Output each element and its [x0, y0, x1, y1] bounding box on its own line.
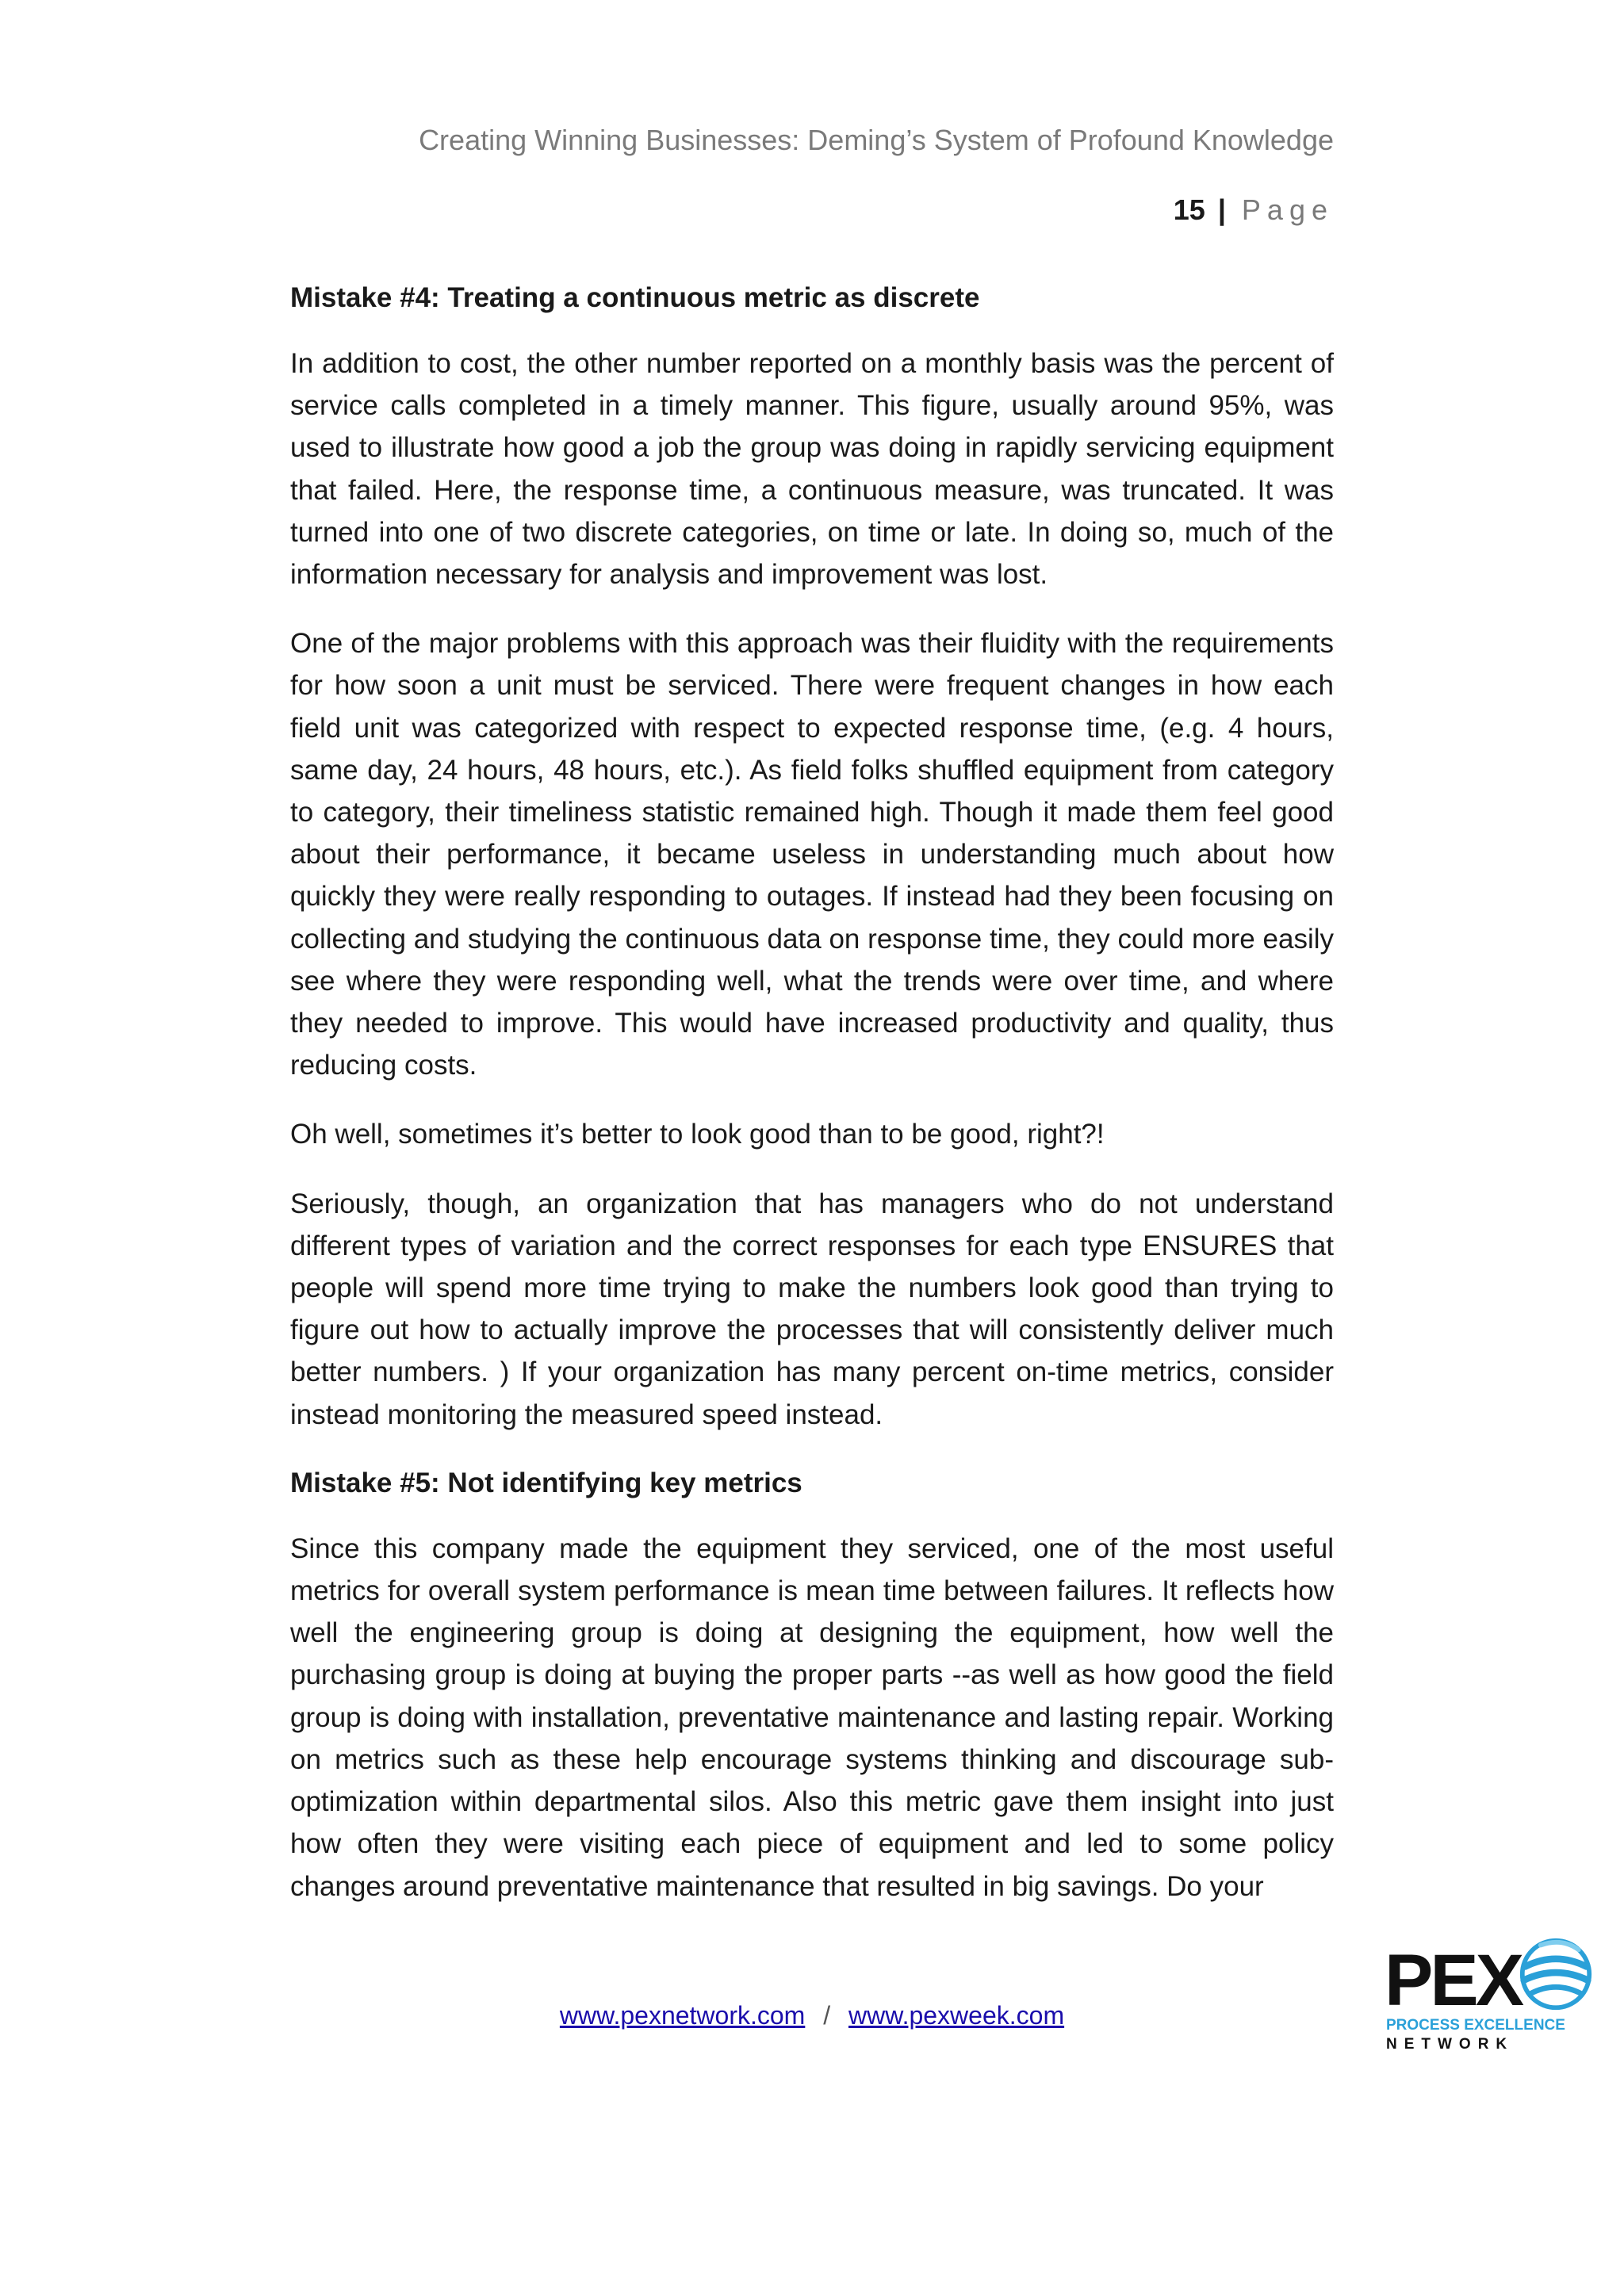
footer-separator: / [823, 2001, 831, 2030]
pexweek-link[interactable]: www.pexweek.com [848, 2001, 1065, 2030]
running-title: Creating Winning Businesses: Deming’s System of Profound Knowledge [419, 124, 1334, 156]
paragraph: In addition to cost, the other number reported on a monthly basis was the percent of service calls completed in a timely manner. This figure, usually around 95%, was used to illustrate how good a job the group was doing in rapidly servicing equipment that failed. Here, the response time, a continuous measure, was truncated. It was turned into one of two discrete categories, on time or late. In doing so, much of the information necessary for analysis and improvement was lost. [290, 348, 1334, 591]
section-mistake-4 [290, 277, 1334, 1436]
logo-wordmark: PEX [1385, 1940, 1522, 2021]
page-number-value: 15 [1173, 193, 1205, 226]
logo-tagline: PROCESS EXCELLENCE [1386, 2017, 1565, 2034]
globe-icon [1518, 1936, 1594, 2012]
body-content [290, 277, 1334, 1934]
logo-network: NETWORK [1386, 2036, 1515, 2053]
section-heading: Mistake #4: Treating a continuous metric as discrete [290, 282, 980, 313]
page-number-label: Page [1241, 193, 1334, 226]
page-number-separator: | [1217, 193, 1226, 226]
section-heading: Mistake #5: Not identifying key metrics [290, 1467, 802, 1498]
pex-logo [1385, 1933, 1591, 2052]
pexnetwork-link[interactable]: www.pexnetwork.com [559, 2001, 806, 2030]
page-number [1174, 193, 1334, 227]
paragraph: One of the major problems with this approach was their fluidity with the requirements for how soon a unit must be serviced. There were frequent changes in how each field unit was categorized with respect to expected response time, (e.g. 4 hours, same day, 24 hours, 48 hours, etc.). As field folks shuffled equipment from category to category, their timeliness statistic remained high. Though it made them feel good about their performance, it became useless in understanding much about how quickly they were really responding to outages. If instead had they been focusing on collecting and studying the continuous data on response time, they could more easily see where they were responding well, what the trends were over time, and where they needed to improve. This would have increased productivity and quality, thus reducing costs. [290, 628, 1334, 1081]
paragraph: Seriously, though, an organization that has managers who do not understand different types of variation and the correct responses for each type ENSURES that people will spend more time trying to make the numbers look good than trying to figure out how to actually improve the processes that will consistently deliver much better numbers. ) If your organization has many percent on-time metrics, consider instead monitoring the measured speed instead. [290, 1188, 1334, 1430]
section-mistake-5 [290, 1463, 1334, 1908]
footer-links [0, 2001, 1624, 2030]
paragraph: Oh well, sometimes it’s better to look good than to be good, right?! [290, 1119, 1105, 1150]
paragraph: Since this company made the equipment they serviced, one of the most useful metrics for overall system performance is mean time between failures. It reflects how well the engineering group is doing at designing the equipment, how well the purchasing group is doing at buying the proper parts --as well as how good the field group is doing with installation, preventative maintenance and lasting repair. Working on metrics such as these help encourage systems thinking and discourage sub-optimization within departmental silos. Also this metric gave them insight into just how often they were visiting each piece of equipment and led to some policy changes around preventative maintenance that resulted in big savings. Do your [290, 1533, 1334, 1902]
